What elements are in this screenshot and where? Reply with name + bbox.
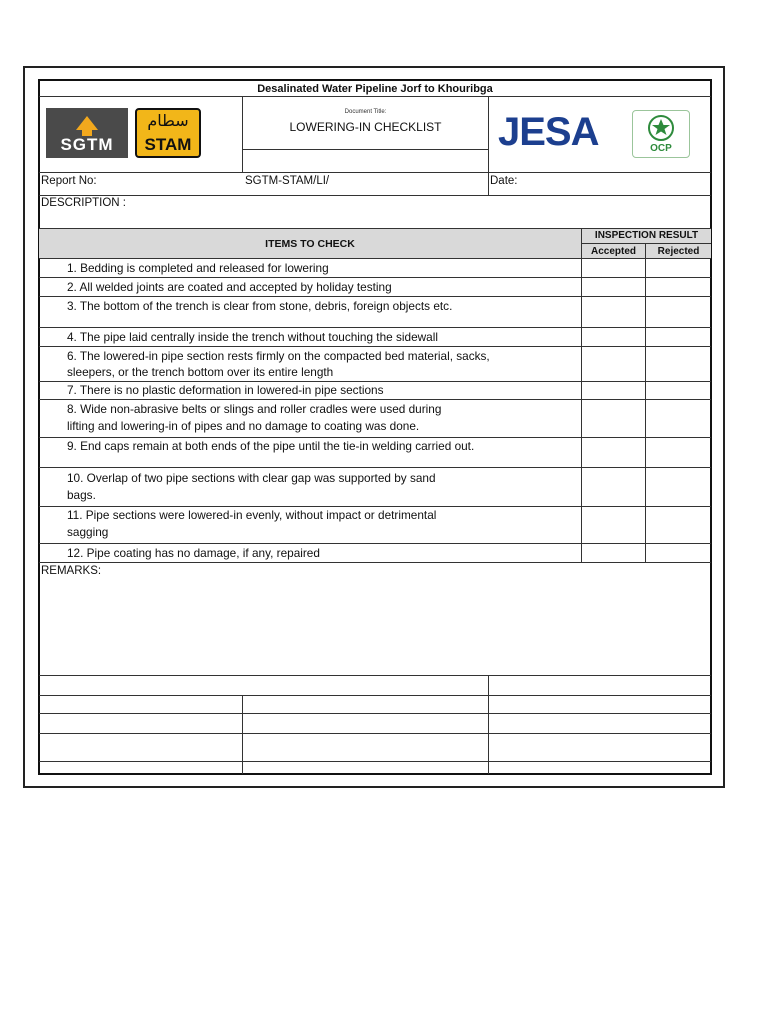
divider	[39, 296, 711, 297]
checklist-item-7: 7. There is no plastic deformation in lowered-in pipe sections	[67, 383, 384, 397]
divider	[39, 195, 711, 196]
stam-logo	[135, 108, 201, 158]
checklist-item-9: 9. End caps remain at both ends of the pipe until the tie-in welding carried out.	[67, 439, 475, 453]
divider	[242, 696, 243, 774]
checklist-item-11: 11. Pipe sections were lowered-in evenly, without impact or detrimental	[67, 508, 437, 522]
checklist-item-10: 10. Overlap of two pipe sections with clear gap was supported by sand	[67, 471, 436, 485]
divider	[39, 277, 711, 278]
remarks-label: REMARKS:	[41, 565, 102, 577]
divider	[39, 327, 711, 328]
checklist-item-2: 2. All welded joints are coated and accepted by holiday testing	[67, 280, 392, 294]
date-label: Date:	[490, 175, 518, 187]
divider	[39, 346, 711, 347]
checklist-item-6: 6. The lowered-in pipe section rests firmly on the compacted bed material, sacks,	[67, 349, 490, 363]
checklist-item-1: 1. Bedding is completed and released for lowering	[67, 261, 329, 275]
star-emblem-icon	[633, 111, 689, 145]
checklist-item-6-cont: sleepers, or the trench bottom over its entire length	[67, 365, 334, 379]
checklist-item-3: 3. The bottom of the trench is clear from stone, debris, foreign objects etc.	[67, 299, 453, 313]
stam-logo-arabic: سطام	[147, 111, 189, 130]
divider	[39, 543, 711, 544]
divider	[39, 258, 711, 259]
divider	[39, 695, 711, 696]
project-title: Desalinated Water Pipeline Jorf to Khouribga	[257, 83, 493, 95]
sgtm-logo-text: SGTM	[60, 135, 114, 154]
report-no-label: Report No:	[41, 175, 97, 187]
items-to-check-header: ITEMS TO CHECK	[265, 238, 355, 250]
rejected-header: Rejected	[657, 246, 700, 257]
checklist-item-8-cont: lifting and lowering-in of pipes and no damage to coating was done.	[67, 419, 420, 433]
inspection-result-header: INSPECTION RESULT	[594, 230, 699, 241]
divider	[39, 761, 711, 762]
ocp-logo	[632, 110, 690, 158]
checklist-item-11-cont: sagging	[67, 525, 109, 539]
divider	[581, 229, 582, 563]
checklist-item-4: 4. The pipe laid centrally inside the trench without touching the sidewall	[67, 330, 438, 344]
ocp-logo-text: OCP	[650, 143, 672, 154]
divider	[582, 243, 711, 244]
divider	[488, 676, 489, 774]
divider	[39, 172, 711, 173]
divider	[39, 96, 711, 97]
divider	[39, 467, 711, 468]
divider	[488, 97, 489, 195]
divider	[39, 562, 711, 563]
jesa-logo: JESA	[498, 110, 599, 154]
stam-logo-text: STAM	[144, 135, 192, 154]
description-label: DESCRIPTION :	[41, 197, 126, 209]
divider	[39, 733, 711, 734]
divider	[645, 244, 646, 563]
document-title: LOWERING-IN CHECKLIST	[289, 120, 442, 134]
divider	[39, 713, 711, 714]
report-no-value: SGTM-STAM/LI/	[245, 175, 330, 187]
checklist-item-12: 12. Pipe coating has no damage, if any, repaired	[67, 546, 320, 560]
divider	[243, 149, 488, 150]
divider	[39, 399, 711, 400]
sgtm-logo	[46, 108, 128, 158]
accepted-header: Accepted	[590, 246, 636, 257]
checklist-item-8: 8. Wide non-abrasive belts or slings and roller cradles were used during	[67, 402, 442, 416]
divider	[39, 675, 711, 676]
doc-title-caption: Document Title:	[344, 109, 387, 115]
checklist-item-10-cont: bags.	[67, 488, 96, 502]
